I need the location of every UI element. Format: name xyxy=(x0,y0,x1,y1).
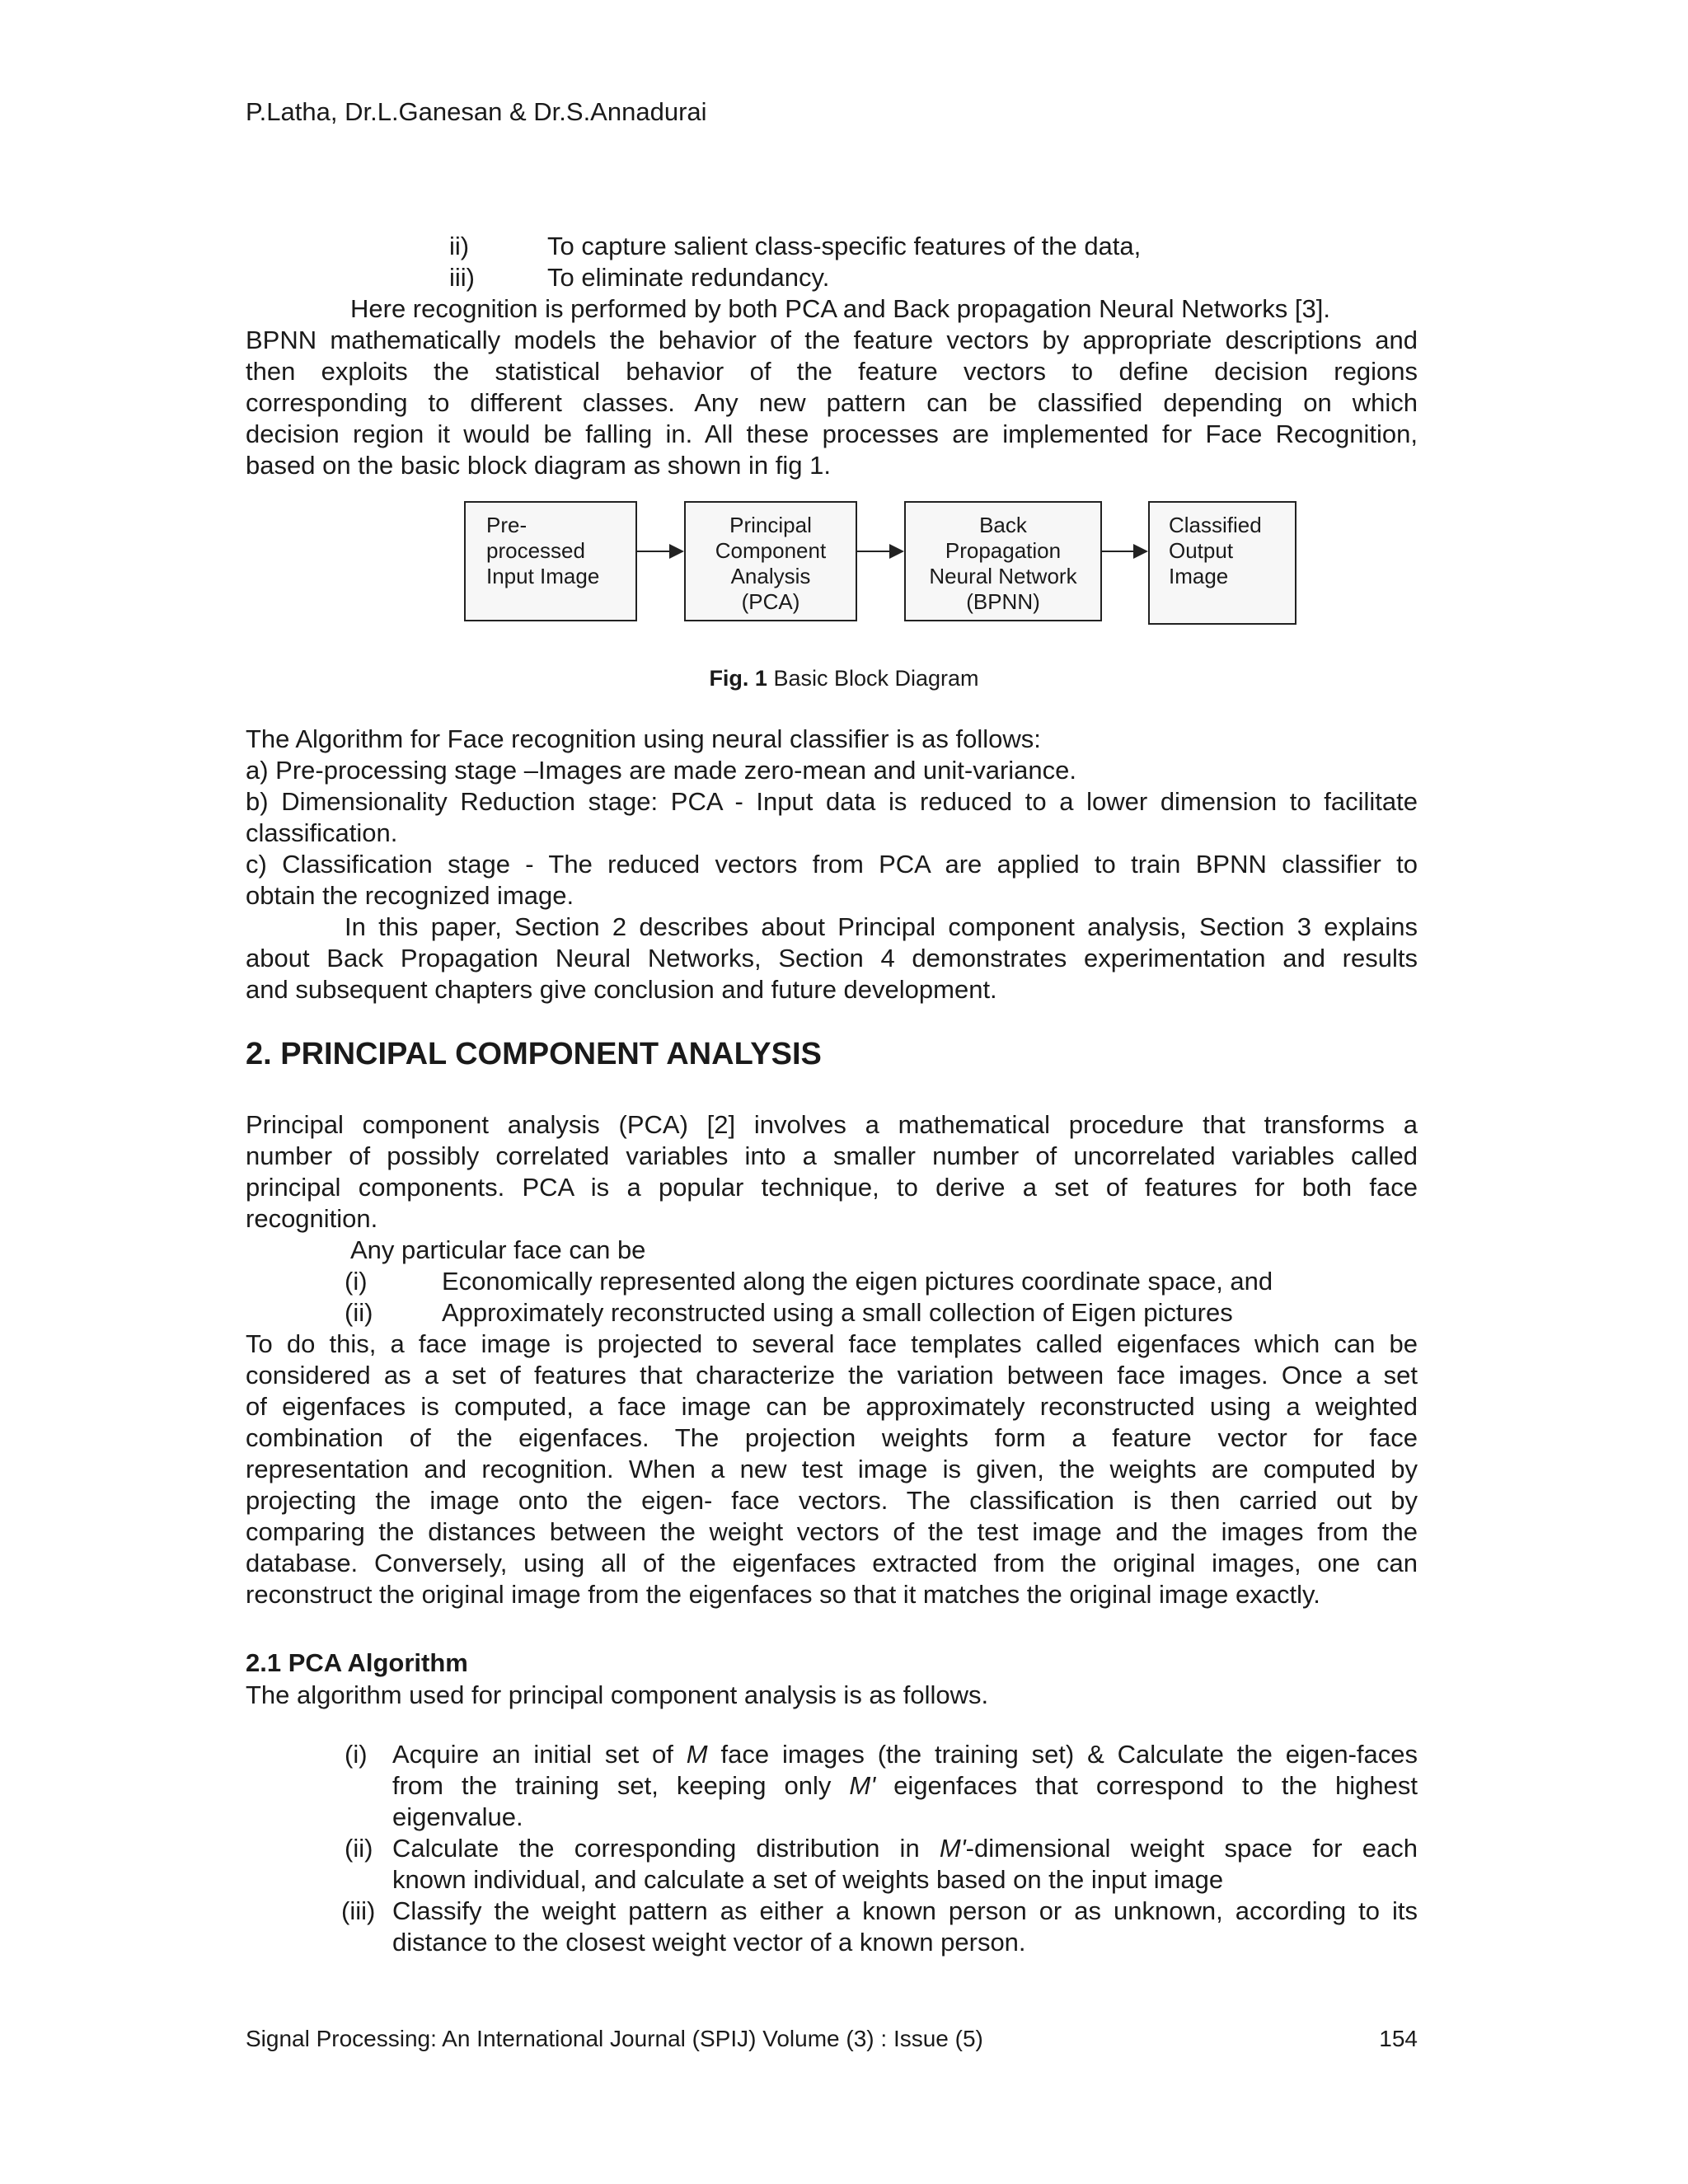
step-line xyxy=(392,1739,1418,1771)
face-list-text: Approximately reconstructed using a small collection of Eigen pictures xyxy=(442,1298,1233,1327)
diagram-arrow xyxy=(857,551,890,552)
subsection-intro: The algorithm used for principal component analysis is as follows. xyxy=(246,1680,989,1709)
diagram-box-output xyxy=(1148,501,1296,625)
diagram-box-label: Pre- processed Input Image xyxy=(486,513,600,588)
paragraph-line: database. Conversely, using all of the eigenfaces extracted from the original images, one can xyxy=(246,1549,1418,1577)
step-text: Calculate the corresponding distribution in xyxy=(392,1834,940,1863)
paragraph-line: BPNN mathematically models the behavior of the feature vectors by appropriate descriptions and xyxy=(246,326,1418,354)
running-header: P.Latha, Dr.L.Ganesan & Dr.S.Annadurai xyxy=(246,97,707,126)
diagram-box-label: Classified Output Image xyxy=(1169,513,1262,588)
diagram-box-label: Principal Component Analysis (PCA) xyxy=(715,513,827,614)
step-line xyxy=(392,1770,1418,1802)
paragraph-line: obtain the recognized image. xyxy=(246,881,574,910)
paragraph-line: considered as a set of features that characterize the variation between face images. Once a set xyxy=(246,1361,1418,1390)
paragraph-line: representation and recognition. When a new test image is given, the weights are computed by xyxy=(246,1455,1418,1483)
math-symbol: M' xyxy=(939,1834,966,1863)
figure-label: Fig. 1 xyxy=(709,666,767,691)
step-text: from the training set, keeping only xyxy=(392,1771,850,1800)
paragraph-line: classification. xyxy=(246,818,398,847)
paragraph-line: based on the basic block diagram as shown in fig 1. xyxy=(246,451,831,480)
page-number: 154 xyxy=(1379,2026,1418,2051)
face-list-intro: Any particular face can be xyxy=(350,1235,646,1264)
face-list-text: Economically represented along the eigen pictures coordinate space, and xyxy=(442,1267,1273,1296)
step-num: (ii) xyxy=(345,1834,373,1863)
diagram-arrow xyxy=(1102,551,1134,552)
paragraph-line: of eigenfaces is computed, a face image can be approximately reconstructed using a weighted xyxy=(246,1392,1418,1421)
subsection-heading: 2.1 PCA Algorithm xyxy=(246,1648,468,1677)
math-symbol: M xyxy=(686,1740,708,1769)
step-line: Classify the weight pattern as either a known person or as unknown, according to its xyxy=(392,1896,1418,1925)
arrow-head-icon xyxy=(889,544,904,559)
paragraph-line: about Back Propagation Neural Networks, Section 4 demonstrates experimentation and results xyxy=(246,944,1418,972)
step-num: (iii) xyxy=(341,1896,376,1925)
figure-caption xyxy=(0,666,1688,691)
paragraph-line: combination of the eigenfaces. The projection weights form a feature vector for face xyxy=(246,1423,1418,1452)
step-line: eigenvalue. xyxy=(392,1802,523,1831)
figure-caption-text: Basic Block Diagram xyxy=(767,666,979,691)
paragraph-line: Principal component analysis (PCA) [2] involves a mathematical procedure that transforms a xyxy=(246,1110,1418,1139)
step-text: -dimensional weight space for each xyxy=(965,1834,1418,1863)
step-text: face images (the training set) & Calculate the eigen-faces xyxy=(707,1740,1418,1769)
paragraph-line: To do this, a face image is projected to several face templates called eigenfaces which can be xyxy=(246,1329,1418,1358)
paragraph-line: and subsequent chapters give conclusion and future development. xyxy=(246,975,997,1004)
step-text: eigenfaces that correspond to the highest xyxy=(875,1771,1418,1800)
paragraph-line: principal components. PCA is a popular technique, to derive a set of features for both face xyxy=(246,1173,1418,1202)
intro-list-num-iii: iii) xyxy=(449,263,475,292)
arrow-head-icon xyxy=(1133,544,1148,559)
step-line: distance to the closest weight vector of a known person. xyxy=(392,1928,1026,1957)
paragraph-line: In this paper, Section 2 describes about Principal component analysis, Section 3 explains xyxy=(345,912,1418,941)
diagram-box-label: Back Propagation Neural Network (BPNN) xyxy=(929,513,1077,614)
diagram-arrow xyxy=(637,551,670,552)
paragraph-line: projecting the image onto the eigen- face vectors. The classification is then carried out by xyxy=(246,1486,1418,1515)
paragraph-line: recognition. xyxy=(246,1204,378,1233)
paragraph-line: b) Dimensionality Reduction stage: PCA - Input data is reduced to a lower dimension to facilitate xyxy=(246,787,1418,816)
step-line xyxy=(392,1833,1418,1865)
intro-list-num-ii: ii) xyxy=(449,232,470,260)
intro-list-text-iii: To eliminate redundancy. xyxy=(547,263,830,292)
face-list-num: (ii) xyxy=(345,1298,373,1327)
intro-list-text-ii: To capture salient class-specific features of the data, xyxy=(547,232,1142,260)
arrow-head-icon xyxy=(669,544,684,559)
paragraph-line: decision region it would be falling in. All these processes are implemented for Face Recognition, xyxy=(246,419,1418,448)
paragraph-line: a) Pre-processing stage –Images are made zero-mean and unit-variance. xyxy=(246,756,1077,785)
paragraph-line: Here recognition is performed by both PCA and Back propagation Neural Networks [3]. xyxy=(350,294,1330,323)
journal-footer: Signal Processing: An International Journal (SPIJ) Volume (3) : Issue (5) xyxy=(246,2026,983,2051)
paragraph-line: number of possibly correlated variables into a smaller number of uncorrelated variables called xyxy=(246,1141,1418,1170)
diagram-box-preprocessed xyxy=(464,501,637,621)
math-symbol: M' xyxy=(849,1771,876,1800)
paragraph-line: corresponding to different classes. Any new pattern can be classified depending on which xyxy=(246,388,1418,417)
paragraph-line: reconstruct the original image from the eigenfaces so that it matches the original image exactly. xyxy=(246,1580,1320,1609)
paragraph-line: The Algorithm for Face recognition using neural classifier is as follows: xyxy=(246,724,1041,753)
section-heading: 2. PRINCIPAL COMPONENT ANALYSIS xyxy=(246,1037,822,1071)
step-text: Acquire an initial set of xyxy=(392,1740,687,1769)
step-line: known individual, and calculate a set of weights based on the input image xyxy=(392,1865,1224,1894)
paragraph-line: c) Classification stage - The reduced vectors from PCA are applied to train BPNN classifier to xyxy=(246,850,1418,879)
diagram-box-bpnn xyxy=(904,501,1102,621)
step-num: (i) xyxy=(345,1740,368,1769)
paragraph-line: then exploits the statistical behavior of the feature vectors to define decision regions xyxy=(246,357,1418,386)
diagram-box-pca xyxy=(684,501,857,621)
face-list-num: (i) xyxy=(345,1267,368,1296)
paragraph-line: comparing the distances between the weight vectors of the test image and the images from the xyxy=(246,1517,1418,1546)
